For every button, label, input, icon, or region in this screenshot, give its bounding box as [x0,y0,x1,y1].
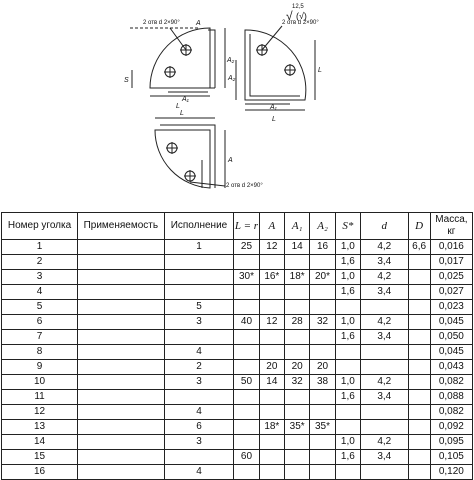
cell-d: 3,4 [361,330,409,345]
cell-number: 7 [2,330,78,345]
label-s-view-1: S [124,77,129,84]
cell-l-r: 25 [234,240,259,255]
hole-callout-view-1: 2 отв d 2×90° [143,20,180,26]
table-row [2,360,473,375]
cell-l-r [234,390,259,405]
table-row [2,315,473,330]
cell-mass: 0,082 [430,405,472,420]
header-l-r: L = r [234,213,259,240]
cell-a [259,300,284,315]
cell-a1 [285,345,310,360]
cell-version: 1 [164,240,234,255]
technical-drawing [0,0,474,212]
cell-a2 [310,285,335,300]
cell-l-r: 40 [234,315,259,330]
cell-a2 [310,330,335,345]
cell-d-outer [408,435,430,450]
cell-d [361,420,409,435]
cell-s [335,420,360,435]
label-a2-view-1: A₂ [227,57,235,64]
cell-l-r [234,405,259,420]
cell-d: 3,4 [361,450,409,465]
cell-d-outer [408,315,430,330]
cell-mass: 0,082 [430,375,472,390]
cell-l-r [234,360,259,375]
cell-mass: 0,105 [430,450,472,465]
cell-a2 [310,300,335,315]
cell-version: 3 [164,435,234,450]
cell-d-outer [408,390,430,405]
table-row [2,345,473,360]
cell-usage [78,285,165,300]
cell-usage [78,450,165,465]
cell-usage [78,240,165,255]
cell-d: 3,4 [361,255,409,270]
cell-d [361,345,409,360]
cell-d: 4,2 [361,270,409,285]
cell-a [259,345,284,360]
table-row [2,420,473,435]
header-usage: Применяемость [78,213,165,240]
cell-s: 1,0 [335,375,360,390]
label-a-view-3: A [228,157,233,164]
cell-a2: 35* [310,420,335,435]
cell-d-outer [408,420,430,435]
cell-mass: 0,043 [430,360,472,375]
cell-s [335,345,360,360]
view-3-corner-plate [155,118,225,188]
cell-usage [78,420,165,435]
cell-l-r [234,435,259,450]
cell-l-r [234,420,259,435]
cell-a1: 28 [285,315,310,330]
cell-usage [78,300,165,315]
cell-d: 3,4 [361,285,409,300]
cell-a1 [285,435,310,450]
cell-l-r: 50 [234,375,259,390]
cell-d [361,300,409,315]
cell-a2: 20* [310,270,335,285]
cell-d-outer [408,360,430,375]
cell-number: 10 [2,375,78,390]
cell-d-outer [408,465,430,480]
header-mass: Масса, кг [430,213,472,240]
cell-a [259,255,284,270]
cell-a: 12 [259,315,284,330]
header-version: Исполнение [164,213,234,240]
cell-a: 14 [259,375,284,390]
specification-table [1,212,473,480]
cell-number: 15 [2,450,78,465]
label-l-side-view-2: L [318,67,322,74]
cell-d-outer [408,300,430,315]
cell-s: 1,0 [335,315,360,330]
cell-a: 18* [259,420,284,435]
cell-s: 1,6 [335,390,360,405]
cell-l-r [234,465,259,480]
cell-d-outer [408,285,430,300]
cell-a [259,435,284,450]
cell-version: 3 [164,375,234,390]
cell-a: 12 [259,240,284,255]
cell-d: 4,2 [361,375,409,390]
cell-version: 6 [164,420,234,435]
cell-a1 [285,450,310,465]
cell-a2 [310,390,335,405]
label-l-view-2: L [272,116,276,123]
cell-a2 [310,435,335,450]
label-a2-view-2: A₂ [228,75,236,82]
cell-usage [78,345,165,360]
cell-a1 [285,285,310,300]
cell-usage [78,315,165,330]
cell-version: 5 [164,300,234,315]
table-row [2,435,473,450]
cell-number: 5 [2,300,78,315]
hole-callout-view-3: 2 отв d 2×90° [226,183,263,189]
cell-l-r [234,300,259,315]
cell-d [361,465,409,480]
cell-l-r: 30* [234,270,259,285]
cell-version [164,390,234,405]
cell-l-r [234,285,259,300]
cell-number: 2 [2,255,78,270]
cell-l-r [234,255,259,270]
cell-d-outer [408,255,430,270]
table-row [2,240,473,255]
cell-mass: 0,017 [430,255,472,270]
cell-a1 [285,300,310,315]
cell-version: 4 [164,345,234,360]
cell-a2: 32 [310,315,335,330]
label-a1-view-2: A₁ [270,104,277,111]
cell-usage [78,360,165,375]
cell-d-outer [408,375,430,390]
cell-number: 9 [2,360,78,375]
header-d-outer: D [408,213,430,240]
cell-number: 12 [2,405,78,420]
cell-version: 4 [164,465,234,480]
cell-usage [78,375,165,390]
cell-mass: 0,092 [430,420,472,435]
cell-s [335,465,360,480]
table-row [2,255,473,270]
cell-usage [78,270,165,285]
table-row [2,465,473,480]
cell-a1: 18* [285,270,310,285]
cell-version: 3 [164,315,234,330]
cell-s [335,360,360,375]
header-a2: A₂ [310,213,335,240]
cell-number: 3 [2,270,78,285]
cell-a1 [285,465,310,480]
roughness-symbol: √ [286,9,293,23]
cell-a1 [285,255,310,270]
cell-mass: 0,016 [430,240,472,255]
cell-a1 [285,405,310,420]
cell-version [164,285,234,300]
cell-mass: 0,023 [430,300,472,315]
cell-mass: 0,050 [430,330,472,345]
cell-d-outer [408,405,430,420]
cell-mass: 0,045 [430,345,472,360]
cell-a2: 20 [310,360,335,375]
cell-s: 1,0 [335,240,360,255]
cell-a2 [310,450,335,465]
cell-a1 [285,330,310,345]
roughness-paren: (√) [296,11,307,21]
cell-l-r: 60 [234,450,259,465]
table-header-row [2,213,473,240]
cell-number: 14 [2,435,78,450]
cell-usage [78,465,165,480]
cell-usage [78,255,165,270]
cell-number: 16 [2,465,78,480]
label-l-view-3: L [180,110,184,117]
cell-a2: 16 [310,240,335,255]
cell-a [259,285,284,300]
cell-s: 1,6 [335,285,360,300]
table-row [2,405,473,420]
view-2-corner-plate [236,30,315,110]
cell-d-outer [408,270,430,285]
cell-a2 [310,345,335,360]
cell-s: 1,0 [335,270,360,285]
cell-d-outer [408,345,430,360]
header-a: A [259,213,284,240]
header-d: d [361,213,409,240]
cell-d [361,405,409,420]
cell-a2: 38 [310,375,335,390]
cell-mass: 0,027 [430,285,472,300]
header-number: Номер уголка [2,213,78,240]
cell-s: 1,6 [335,330,360,345]
table-row [2,285,473,300]
roughness-value: 12,5 [292,4,304,10]
cell-d-outer: 6,6 [408,240,430,255]
cell-mass: 0,025 [430,270,472,285]
cell-number: 13 [2,420,78,435]
cell-s [335,300,360,315]
cell-mass: 0,045 [430,315,472,330]
cell-a1: 35* [285,420,310,435]
cell-usage [78,390,165,405]
cell-a: 16* [259,270,284,285]
cell-number: 6 [2,315,78,330]
cell-d: 4,2 [361,435,409,450]
cell-number: 8 [2,345,78,360]
cell-s: 1,6 [335,255,360,270]
table-row [2,390,473,405]
cell-a1: 14 [285,240,310,255]
cell-mass: 0,088 [430,390,472,405]
cell-d [361,360,409,375]
cell-a [259,450,284,465]
header-a1: A₁ [285,213,310,240]
cell-number: 1 [2,240,78,255]
table-row [2,375,473,390]
header-s: S* [335,213,360,240]
cell-version [164,255,234,270]
cell-s [335,405,360,420]
cell-usage [78,435,165,450]
cell-version [164,270,234,285]
table-row [2,450,473,465]
cell-d-outer [408,450,430,465]
cell-version [164,450,234,465]
cell-a1: 32 [285,375,310,390]
cell-l-r [234,345,259,360]
hole-callout-view-2: 2 отв d 2×90° [282,20,319,26]
table-row [2,270,473,285]
cell-a2 [310,405,335,420]
cell-a [259,390,284,405]
cell-version [164,330,234,345]
cell-version: 2 [164,360,234,375]
cell-a2 [310,255,335,270]
cell-a [259,405,284,420]
cell-a [259,465,284,480]
label-a1-view-1: A₁ [182,96,189,103]
cell-a: 20 [259,360,284,375]
table-body [2,240,473,480]
cell-a [259,330,284,345]
cell-d: 4,2 [361,240,409,255]
cell-number: 11 [2,390,78,405]
table-row [2,300,473,315]
cell-d: 3,4 [361,390,409,405]
label-l-view-1: L [176,103,180,110]
cell-d: 4,2 [361,315,409,330]
cell-number: 4 [2,285,78,300]
label-a-view-1: A [196,20,201,27]
cell-s: 1,6 [335,450,360,465]
cell-usage [78,405,165,420]
cell-a1 [285,390,310,405]
cell-l-r [234,330,259,345]
cell-d-outer [408,330,430,345]
cell-mass: 0,095 [430,435,472,450]
cell-version: 4 [164,405,234,420]
cell-mass: 0,120 [430,465,472,480]
cell-a1: 20 [285,360,310,375]
table-row [2,330,473,345]
cell-s: 1,0 [335,435,360,450]
cell-a2 [310,465,335,480]
cell-usage [78,330,165,345]
